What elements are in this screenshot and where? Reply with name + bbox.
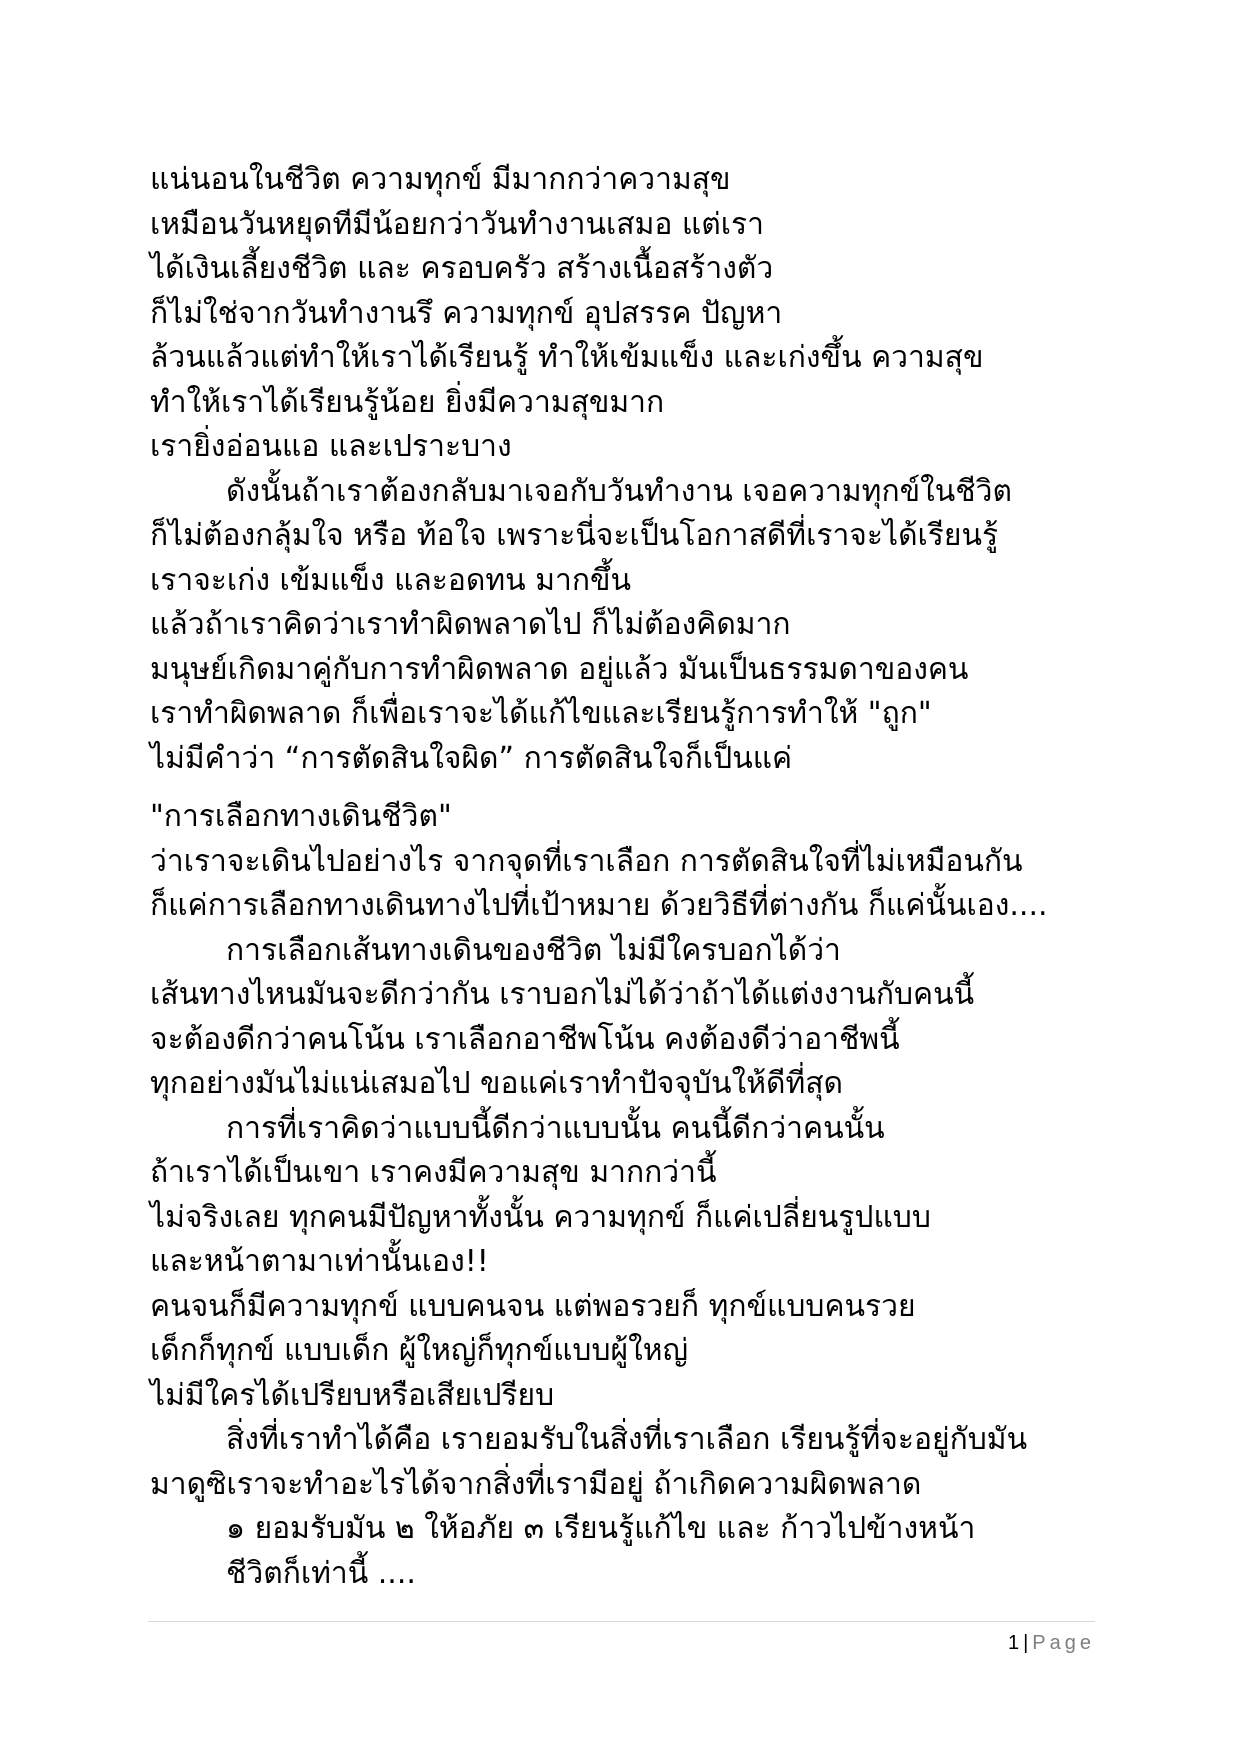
- text-line: ไม่มีคำว่า “การตัดสินใจผิด” การตัดสินใจก็เป็นแค่: [150, 740, 793, 776]
- text-line: แล้วถ้าเราคิดว่าเราทำผิดพลาดไป ก็ไม่ต้องคิดมาก: [150, 607, 791, 642]
- text-line: ทำให้เราได้เรียนรู้น้อย ยิ่งมีความสุขมาก: [150, 384, 665, 420]
- text-line: ได้เงินเลี้ยงชีวิต และ ครอบครัว สร้างเนื้อสร้างตัว: [150, 251, 774, 286]
- text-line-indented: ๑ ยอมรับมัน ๒ ให้อภัย ๓ เรียนรู้แก้ไข และ ก้าวไปข้างหน้า: [226, 1511, 976, 1546]
- footer-separator: |: [1023, 1632, 1029, 1654]
- text-line-indented: ดังนั้นถ้าเราต้องกลับมาเจอกับวันทำงาน เจอความทุกข์ในชีวิต: [226, 473, 1012, 509]
- text-line: ไม่มีใครได้เปรียบหรือเสียเปรียบ: [150, 1377, 555, 1413]
- text-line: จะต้องดีกว่าคนโน้น เราเลือกอาชีพโน้น คงต้องดีว่าอาชีพนี้: [150, 1021, 900, 1057]
- text-line: เหมือนวันหยุดทีมีน้อยกว่าวันทำงานเสมอ แต่เรา: [150, 206, 764, 242]
- text-line-indented: ชีวิตก็เท่านี้ ....: [226, 1555, 416, 1591]
- text-line: "การเลือกทางเดินชีวิต": [150, 799, 452, 834]
- page-number: 1: [1007, 1632, 1020, 1654]
- text-line: เราทำผิดพลาด ก็เพื่อเราจะได้แก้ไขและเรียนรู้การทำให้ "ถูก": [150, 696, 932, 731]
- text-line: แน่นอนในชีวิต ความทุกข์ มีมากกว่าความสุข: [150, 162, 731, 197]
- text-line-indented: การเลือกเส้นทางเดินของชีวิต ไม่มีใครบอกได้ว่า: [226, 932, 841, 968]
- text-line: ถ้าเราได้เป็นเขา เราคงมีความสุข มากกว่านี้: [150, 1155, 717, 1190]
- text-line: ทุกอย่างมันไม่แน่เสมอไป ขอแค่เราทำปัจจุบันให้ดีที่สุด: [150, 1066, 844, 1101]
- text-line-indented: การที่เราคิดว่าแบบนี้ดีกว่าแบบนั้น คนนี้ดีกว่าคนนั้น: [226, 1110, 885, 1146]
- text-line-indented: สิ่งที่เราทำได้คือ เรายอมรับในสิ่งที่เราเลือก เรียนรู้ที่จะอยู่กับมัน: [226, 1422, 1028, 1457]
- text-line: ว่าเราจะเดินไปอย่างไร จากจุดที่เราเลือก การตัดสินใจที่ไม่เหมือนกัน: [150, 843, 1023, 879]
- text-line: คนจนก็มีความทุกข์ แบบคนจน แต่พอรวยก็ ทุกข์แบบคนรวย: [150, 1288, 916, 1324]
- text-line: ก็ไม่ใช่จากวันทำงานรึ ความทุกข์ อุปสรรค ปัญหา: [150, 295, 783, 331]
- text-line: มาดูซิเราจะทำอะไรได้จากสิ่งที่เรามีอยู่ ถ้าเกิดความผิดพลาด: [150, 1466, 922, 1502]
- text-line: เราจะเก่ง เข้มแข็ง และอดทน มากขึ้น: [150, 562, 632, 598]
- text-line: เด็กก็ทุกข์ แบบเด็ก ผู้ใหญ่ก็ทุกข์แบบผู้ใหญ่: [150, 1333, 689, 1368]
- document-body: [150, 158, 1110, 1596]
- text-line: และหน้าตามาเท่านั้นเอง!!: [150, 1244, 489, 1279]
- text-line: ก็ไม่ต้องกลุ้มใจ หรือ ท้อใจ เพราะนี่จะเป็นโอกาสดีที่เราจะได้เรียนรู้: [150, 518, 999, 553]
- text-line: ก็แค่การเลือกทางเดินทางไปที่เป้าหมาย ด้วยวิธีที่ต่างกัน ก็แค่นั้นเอง....: [150, 888, 1048, 923]
- text-line: เรายิ่งอ่อนแอ และเปราะบาง: [150, 429, 512, 464]
- page-footer: [1008, 1630, 1095, 1656]
- page-label: Page: [1032, 1632, 1095, 1654]
- text-line: ไม่จริงเลย ทุกคนมีปัญหาทั้งนั้น ความทุกข์ ก็แค่เปลี่ยนรูปแบบ: [150, 1199, 931, 1235]
- text-line: มนุษย์เกิดมาคู่กับการทำผิดพลาด อยู่แล้ว มันเป็นธรรมดาของคน: [150, 651, 969, 687]
- text-line: ล้วนแล้วแต่ทำให้เราได้เรียนรู้ ทำให้เข้มแข็ง และเก่งขึ้น ความสุข: [150, 340, 984, 375]
- text-line: เส้นทางไหนมันจะดีกว่ากัน เราบอกไม่ได้ว่าถ้าได้แต่งงานกับคนนี้: [150, 977, 975, 1012]
- footer-divider: [148, 1621, 1095, 1622]
